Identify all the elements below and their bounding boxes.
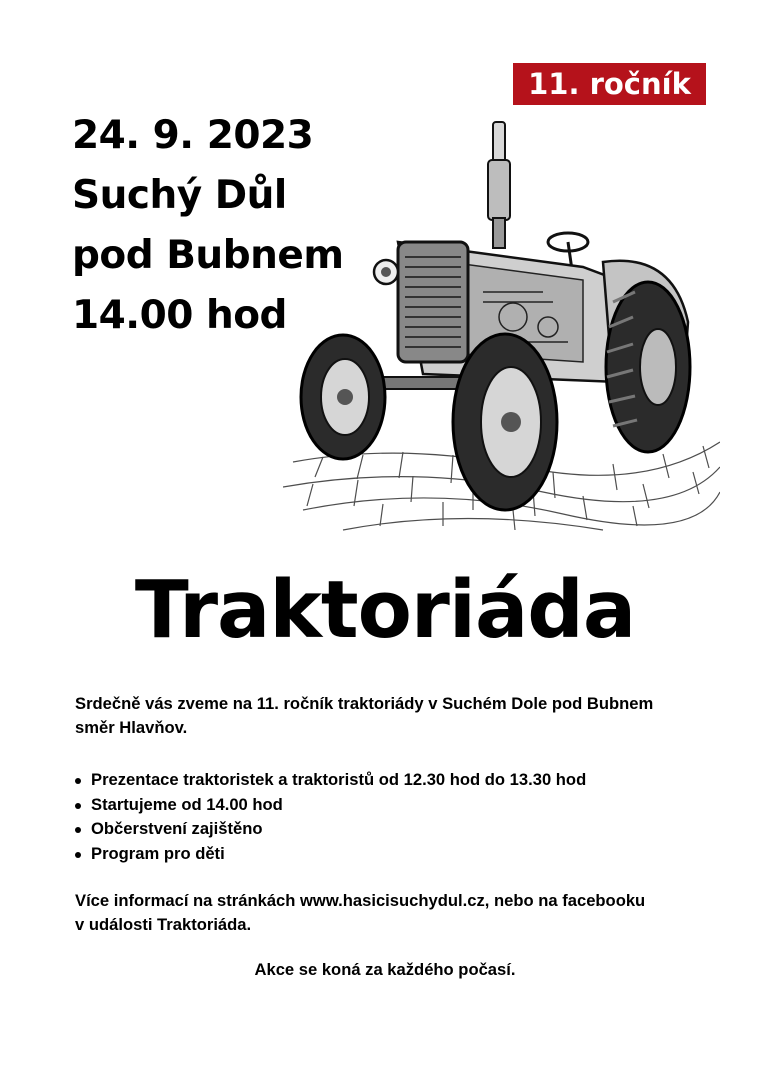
more-info-line1: Více informací na stránkách www.hasicisuchydul.cz, nebo na facebooku <box>75 891 646 910</box>
front-left-wheel <box>301 335 385 459</box>
event-date: 24. 9. 2023 <box>72 113 314 158</box>
event-place-line1: Suchý Důl <box>72 173 287 218</box>
rear-wheel <box>606 282 690 452</box>
more-info-line2: v události Traktoriáda. <box>75 915 252 934</box>
weather-note: Akce se koná za každého počasí. <box>254 960 516 979</box>
tractor-icon <box>283 112 720 532</box>
list-item: Prezentace traktoristek a traktoristů od 12.30 hod do 13.30 hod <box>75 768 586 793</box>
list-item: Občerstvení zajištěno <box>75 817 586 842</box>
event-title: Traktoriáda <box>134 564 636 656</box>
intro-text <box>75 692 705 740</box>
intro-line1: Srdečně vás zveme na 11. ročník traktoriády v Suchém Dole pod Bubnem <box>75 694 654 713</box>
event-place-line2: pod Bubnem <box>72 233 344 278</box>
exhaust-pipe <box>488 122 510 248</box>
intro-line2: směr Hlavňov. <box>75 718 188 737</box>
list-item: Program pro děti <box>75 842 586 867</box>
front-right-wheel <box>453 334 557 510</box>
more-info-text <box>75 889 705 937</box>
list-item: Startujeme od 14.00 hod <box>75 793 586 818</box>
program-list <box>75 768 586 866</box>
edition-badge: 11. ročník <box>513 63 706 105</box>
event-time: 14.00 hod <box>72 293 287 338</box>
